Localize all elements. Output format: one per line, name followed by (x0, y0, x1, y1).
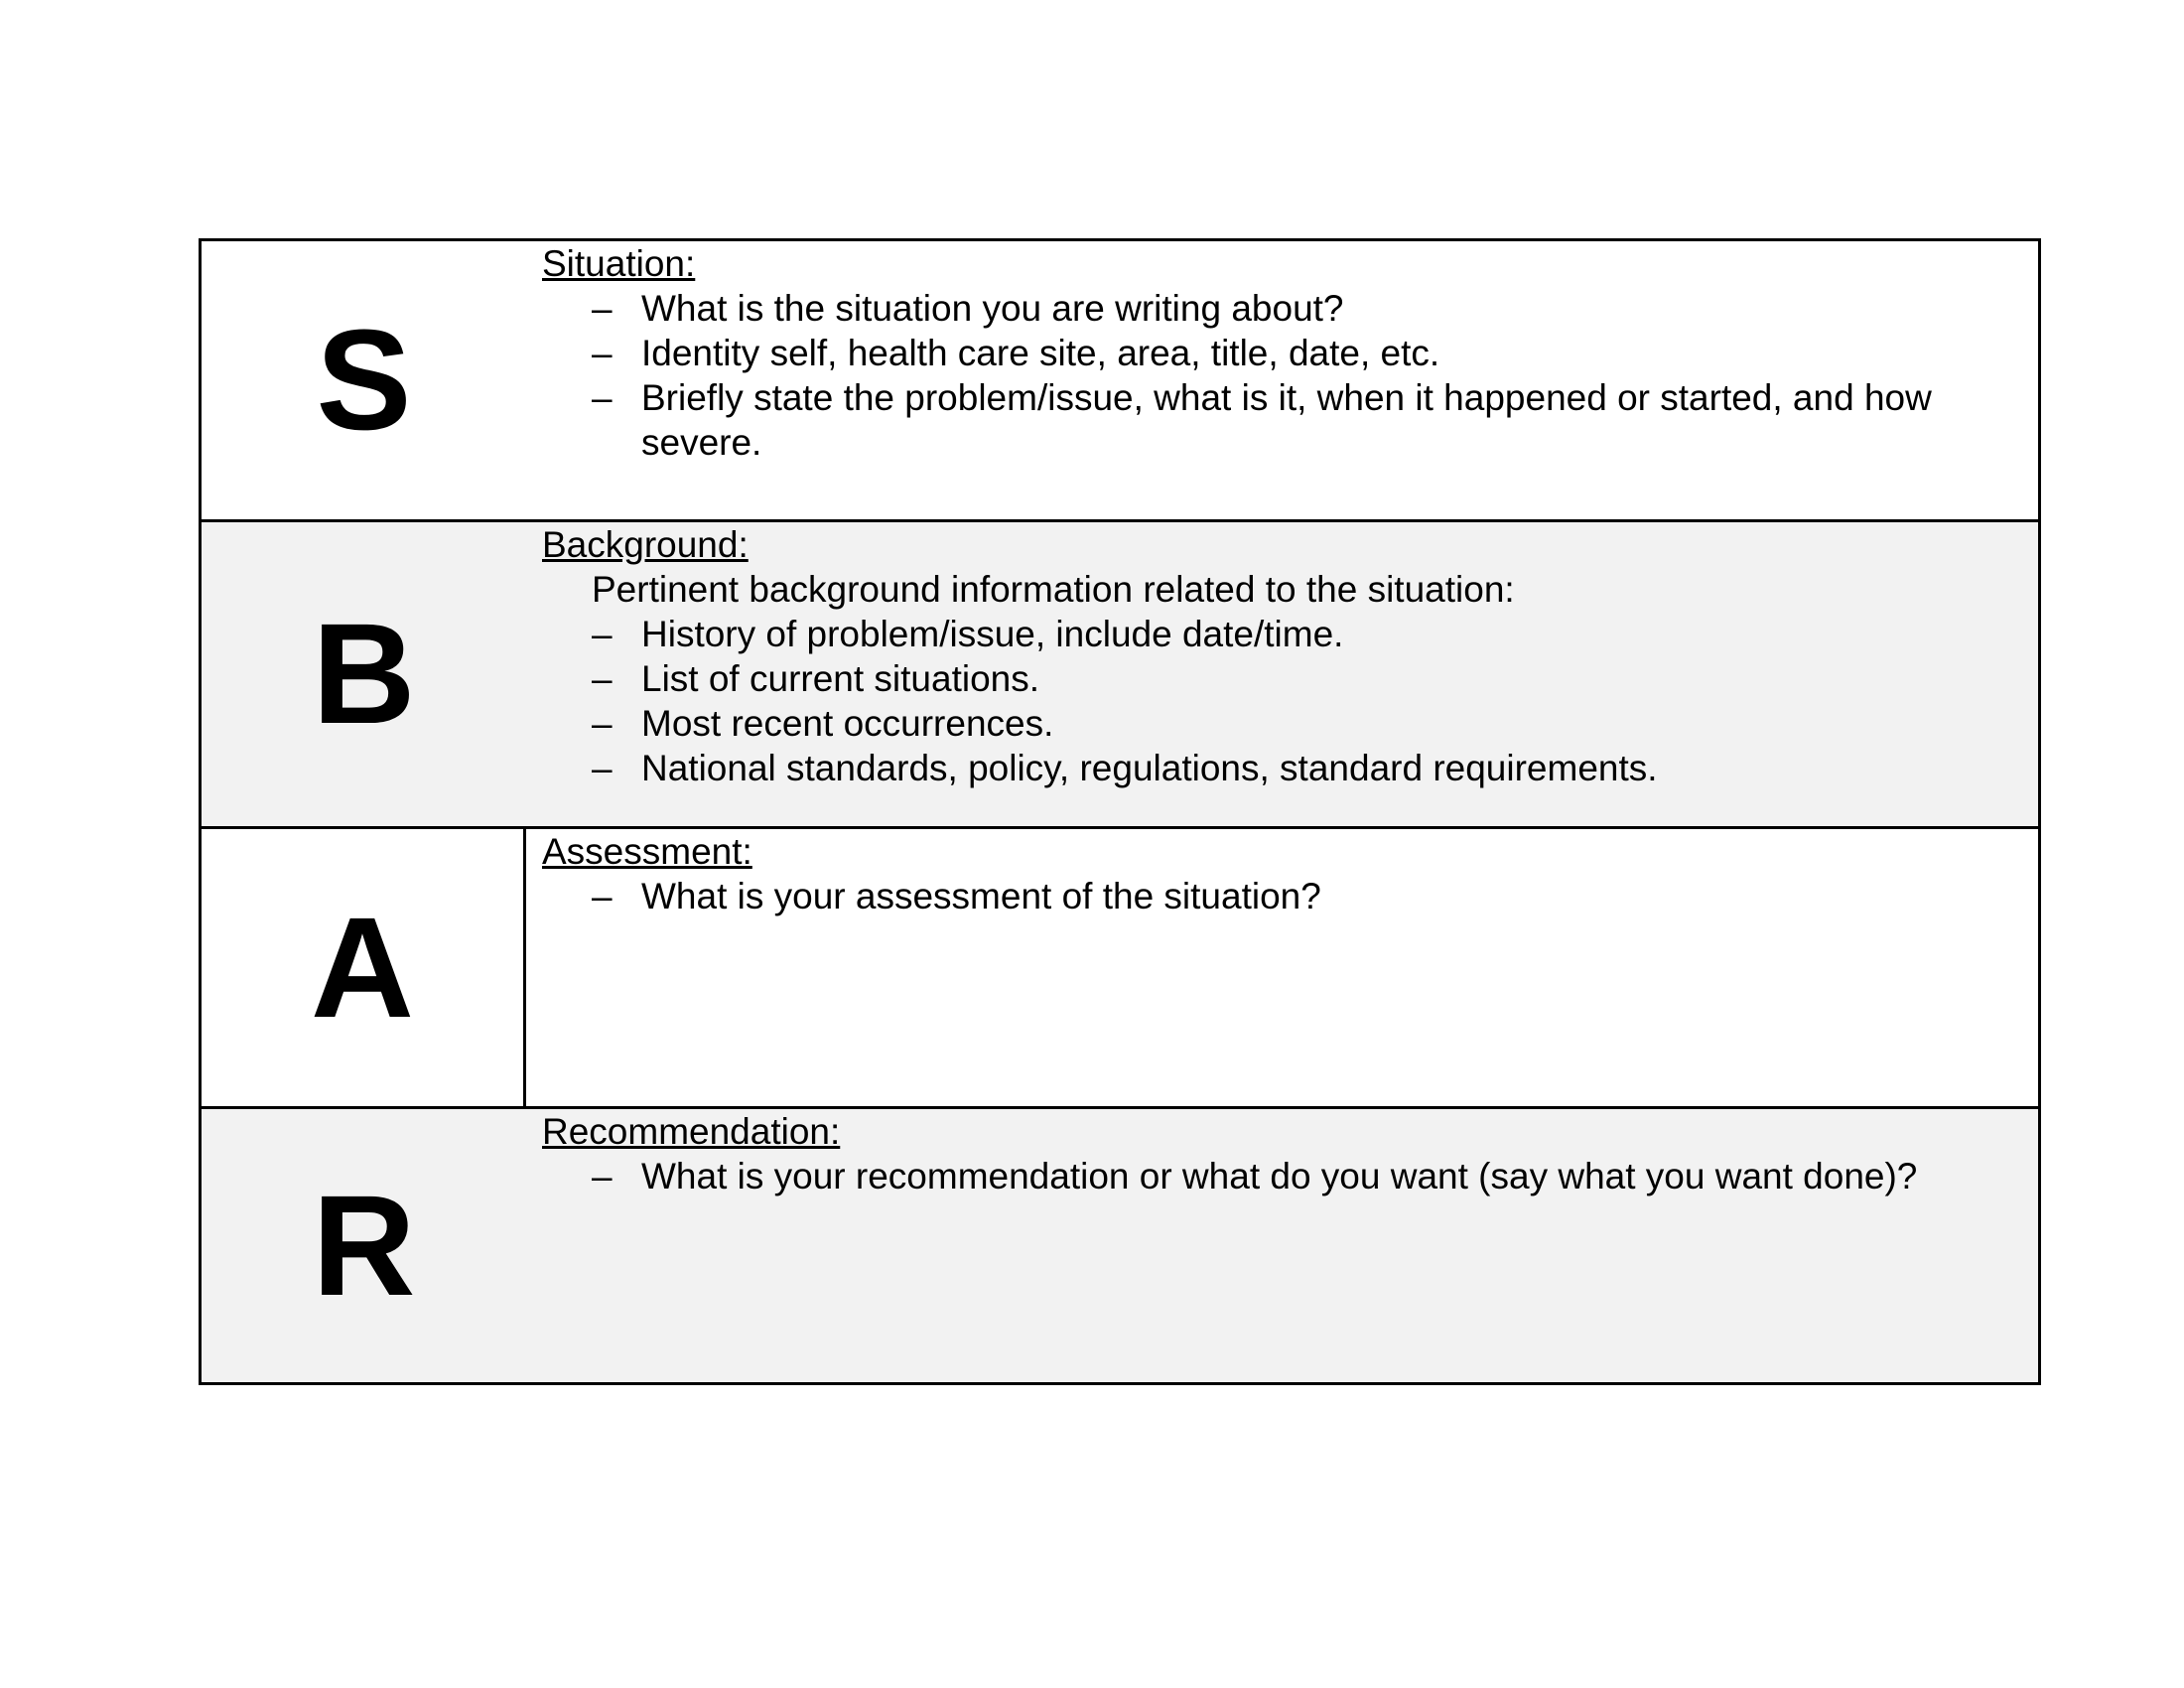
recommendation-letter-cell (202, 1109, 526, 1382)
assessment-heading: Assessment: (542, 831, 752, 872)
bullet-text: List of current situations. (641, 658, 1040, 699)
assessment-row (202, 829, 2038, 1109)
assessment-letter-cell (202, 829, 526, 1106)
background-letter: B (312, 594, 416, 754)
recommendation-row (202, 1109, 2038, 1382)
dash: – (592, 876, 613, 916)
assessment-bullets (542, 874, 2018, 918)
recommendation-content (542, 1109, 2018, 1382)
bullet-text: National standards, policy, regulations, standard requirements. (641, 748, 1658, 788)
bullet-text: History of problem/issue, include date/time. (641, 614, 1344, 654)
background-bullets (542, 612, 2018, 790)
background-bullet (542, 701, 2018, 746)
situation-row (202, 241, 2038, 522)
recommendation-letter: R (312, 1165, 416, 1326)
dash: – (592, 333, 613, 373)
assessment-content (542, 829, 2018, 1106)
background-bullet (542, 656, 2018, 701)
assessment-letter: A (311, 887, 414, 1048)
background-bullet (542, 612, 2018, 656)
background-bullet (542, 746, 2018, 790)
bullet-text: What is your recommendation or what do you want (say what you want done)? (641, 1156, 1918, 1196)
dash: – (592, 703, 613, 744)
bullet-text: Briefly state the problem/issue, what is it, when it happened or started, and how severe. (641, 377, 1932, 463)
situation-bullet (542, 286, 2018, 331)
dash: – (592, 1156, 613, 1196)
bullet-text: What is the situation you are writing about? (641, 288, 1344, 329)
situation-bullet (542, 375, 2018, 465)
dash: – (592, 288, 613, 329)
situation-bullets (542, 286, 2018, 465)
situation-letter: S (316, 300, 412, 460)
bullet-text: Most recent occurrences. (641, 703, 1054, 744)
dash: – (592, 658, 613, 699)
dash: – (592, 614, 613, 654)
background-heading: Background: (542, 524, 749, 565)
dash: – (592, 748, 613, 788)
recommendation-bullet (542, 1154, 2018, 1198)
sbar-table (199, 238, 2041, 1385)
situation-letter-cell (202, 241, 526, 519)
dash: – (592, 377, 613, 418)
situation-bullet (542, 331, 2018, 375)
assessment-bullet (542, 874, 2018, 918)
recommendation-heading: Recommendation: (542, 1111, 841, 1152)
background-intro: Pertinent background information related to the situation: (592, 569, 1515, 610)
situation-content (542, 241, 2018, 519)
bullet-text: Identity self, health care site, area, title, date, etc. (641, 333, 1440, 373)
background-row (202, 522, 2038, 829)
bullet-text: What is your assessment of the situation? (641, 876, 1321, 916)
background-letter-cell (202, 522, 526, 826)
recommendation-bullets (542, 1154, 2018, 1198)
situation-heading: Situation: (542, 243, 696, 284)
background-content (542, 522, 2018, 826)
